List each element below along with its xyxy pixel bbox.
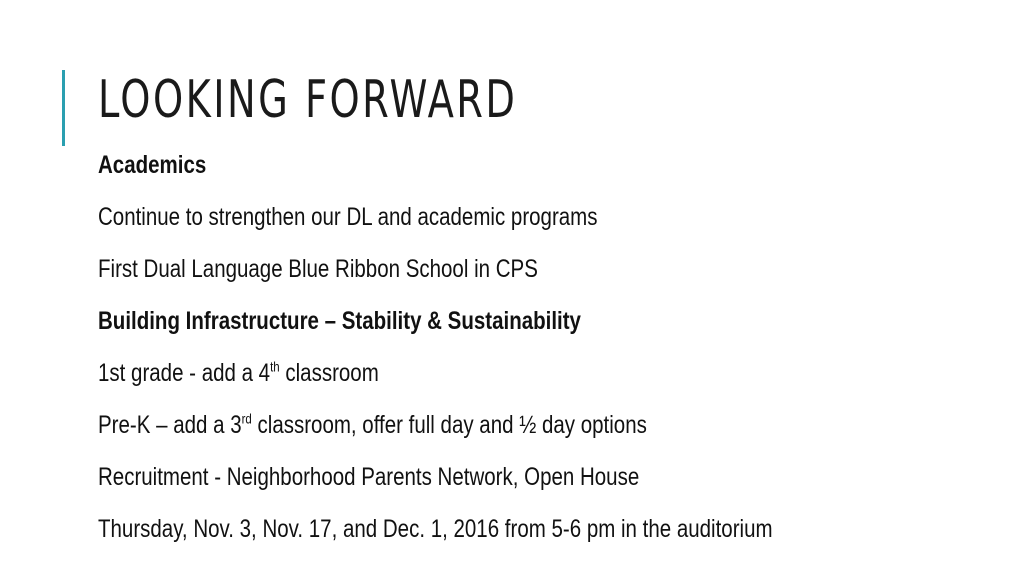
slide-content bbox=[98, 152, 998, 568]
bullet-item bbox=[98, 360, 836, 386]
bullet-item: Thursday, Nov. 3, Nov. 17, and Dec. 1, 2016 from 5-6 pm in the auditorium bbox=[98, 515, 773, 543]
bullet-text: classroom bbox=[279, 359, 379, 387]
bullet-item: Continue to strengthen our DL and academic programs bbox=[98, 203, 598, 231]
bullet-superscript: rd bbox=[241, 410, 252, 427]
bullet-text: Pre-K – add a 3 bbox=[98, 411, 242, 439]
bullet-item: Recruitment - Neighborhood Parents Network, Open House bbox=[98, 463, 640, 491]
bullet-text: 1st grade - add a 4 bbox=[98, 359, 271, 387]
section-heading-infrastructure: Building Infrastructure – Stability & Sustainability bbox=[98, 307, 581, 335]
section-heading-academics: Academics bbox=[98, 151, 207, 179]
title-accent-bar bbox=[62, 70, 65, 146]
bullet-item: First Dual Language Blue Ribbon School in CPS bbox=[98, 255, 538, 283]
bullet-item bbox=[98, 412, 836, 438]
bullet-superscript: th bbox=[270, 358, 280, 375]
bullet-text: classroom, offer full day and ½ day options bbox=[251, 411, 647, 439]
slide-title: LOOKING FORWARD bbox=[98, 70, 518, 130]
